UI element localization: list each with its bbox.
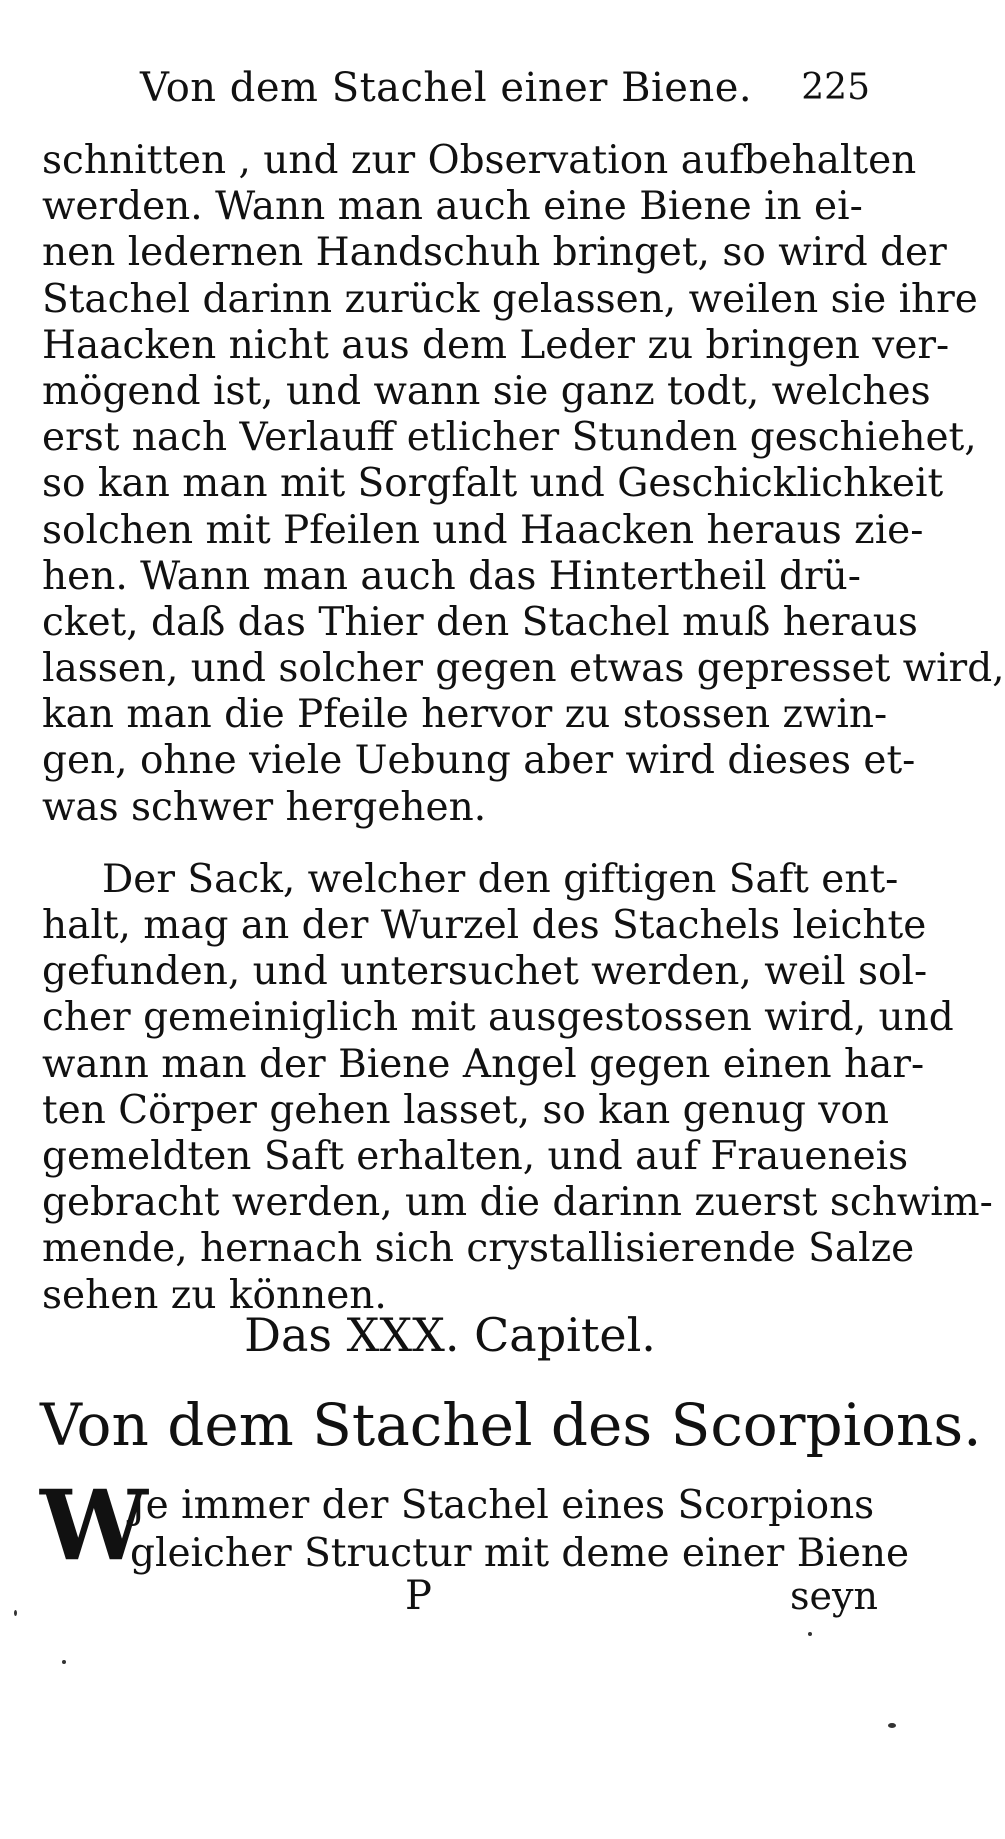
- text-line: mende, hernach sich crystallisierende Salze: [42, 1226, 915, 1272]
- text-line: was schwer hergehen.: [42, 784, 487, 830]
- text-line: kan man die Pfeile hervor zu stossen zwin-: [42, 692, 888, 738]
- text-line: erst nach Verlauff etlicher Stunden geschiehet,: [42, 415, 977, 461]
- print-speck: [62, 1660, 66, 1664]
- paragraph-3: [130, 1482, 910, 1578]
- text-line: cket, daß das Thier den Stachel muß heraus: [42, 599, 918, 645]
- text-line: mögend ist, und wann sie ganz todt, welches: [42, 368, 931, 414]
- text-line: Der Sack, welcher den giftigen Saft ent-: [102, 856, 899, 902]
- text-line: gemeldten Saft erhalten, und auf Fraueneis: [42, 1133, 909, 1179]
- text-line: cher gemeiniglich mit ausgestossen wird, und: [42, 995, 954, 1041]
- running-title: Von dem Stachel einer Biene.: [140, 65, 753, 111]
- text-line: nen ledernen Handschuh bringet, so wird der: [42, 230, 947, 276]
- text-line: lassen, und solcher gegen etwas gepresset wird,: [42, 646, 1005, 692]
- page-header: [140, 60, 870, 120]
- text-line: ten Cörper gehen lasset, so kan genug von: [42, 1087, 889, 1133]
- catchword: seyn: [790, 1574, 878, 1618]
- print-speck: [14, 1610, 17, 1616]
- text-line: halt, mag an der Wurzel des Stachels leichte: [42, 903, 927, 948]
- text-line: werden. Wann man auch eine Biene in ei-: [42, 184, 863, 230]
- paragraph-2: [42, 856, 993, 1319]
- paragraph-1: [42, 138, 1005, 831]
- text-line: sehen zu können.: [42, 1272, 387, 1318]
- text-line: so kan man mit Sorgfalt und Geschicklichkeit: [42, 461, 944, 507]
- text-line: Je immer der Stachel eines Scorpions: [130, 1483, 875, 1528]
- print-speck: [808, 1632, 812, 1636]
- print-speck: [888, 1723, 896, 1728]
- text-line: solchen mit Pfeilen und Haacken heraus zie-: [42, 507, 924, 553]
- body-text: [42, 138, 1005, 1319]
- chapter-heading: Das XXX. Capitel.: [244, 1308, 656, 1362]
- text-line: hen. Wann man auch das Hintertheil drü-: [42, 553, 861, 599]
- text-line: Haacken nicht aus dem Leder zu bringen ver-: [42, 322, 950, 368]
- text-line: wann man der Biene Angel gegen einen har-: [42, 1041, 925, 1087]
- page-number: 225: [801, 67, 870, 108]
- signature-mark: P: [405, 1573, 432, 1619]
- text-line: gefunden, und untersuchet werden, weil sol-: [42, 949, 928, 995]
- paragraph-gap: [42, 831, 862, 857]
- text-line: schnitten , und zur Observation aufbehalten: [42, 138, 917, 183]
- text-line: gebracht werden, um die darinn zuerst schwim-: [42, 1180, 993, 1226]
- text-line: gleicher Structur mit deme einer Biene: [130, 1531, 910, 1576]
- drop-cap-initial: W: [40, 1469, 148, 1582]
- text-line: Stachel darinn zurück gelassen, weilen sie ihre: [42, 276, 978, 322]
- chapter-title: Von dem Stachel des Scorpions.: [40, 1391, 982, 1459]
- text-line: gen, ohne viele Uebung aber wird dieses et-: [42, 738, 916, 784]
